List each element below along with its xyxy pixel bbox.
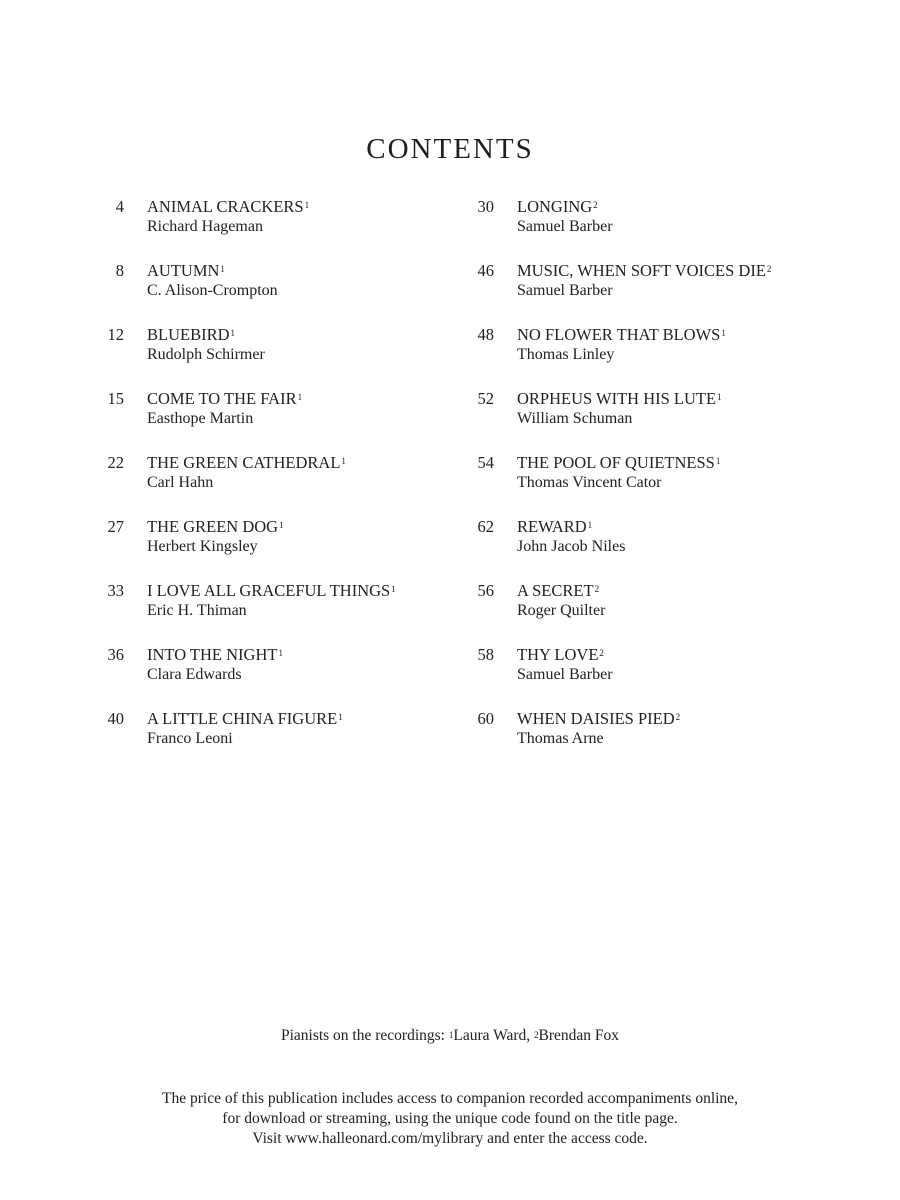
page-number: 12 — [107, 325, 124, 344]
pianist-mark: 1 — [338, 712, 343, 722]
contents-entry — [462, 580, 832, 644]
song-title: A SECRET$^2$ — [517, 581, 600, 600]
composer-name: Carl Hahn — [147, 474, 214, 491]
contents-entry — [92, 708, 442, 772]
pianist-mark: 1 — [279, 520, 284, 530]
contents-entry — [462, 324, 832, 388]
contents-entry — [92, 452, 442, 516]
song-title: BLUEBIRD$^1$ — [147, 325, 235, 344]
notice-line: for download or streaming, using the unique code found on the title page. — [222, 1110, 678, 1127]
page-number: 40 — [107, 709, 124, 728]
contents-entry — [92, 196, 442, 260]
composer-name: Samuel Barber — [517, 282, 613, 299]
song-title: THE POOL OF QUIETNESS$^1$ — [517, 453, 721, 472]
composer-name: Easthope Martin — [147, 410, 254, 427]
composer-name: C. Alison-Crompton — [147, 282, 278, 299]
pianist-mark: 1 — [304, 200, 310, 210]
song-title: ORPHEUS WITH HIS LUTE$^1$ — [517, 389, 722, 408]
pianist-mark: 1 — [341, 456, 346, 466]
composer-name: John Jacob Niles — [517, 538, 626, 555]
page-number: 8 — [115, 261, 124, 280]
composer-name: Herbert Kingsley — [147, 538, 258, 555]
pianists-prefix: Pianists on the recordings: — [280, 1027, 449, 1044]
page-number: 30 — [477, 197, 494, 216]
contents-column-right — [462, 196, 832, 772]
page-number: 48 — [477, 325, 494, 344]
composer-name: Eric H. Thiman — [147, 602, 247, 619]
pianist-mark: 1 — [220, 264, 225, 274]
page-number: 33 — [107, 581, 124, 600]
pianist-mark: 1 — [587, 520, 593, 530]
composer-name: William Schuman — [517, 410, 633, 427]
pianist-mark: 1 — [230, 328, 235, 338]
page-number: 56 — [477, 581, 494, 600]
composer-name: Richard Hageman — [147, 218, 263, 235]
pianist-mark: 1 — [448, 1030, 454, 1040]
page-number: 46 — [477, 261, 494, 280]
composer-name: Roger Quilter — [517, 602, 606, 619]
pianist-mark: 2 — [599, 648, 604, 658]
contents-entry — [92, 644, 442, 708]
access-notice — [0, 1089, 900, 1149]
contents-entry — [92, 580, 442, 644]
page-number: 58 — [477, 645, 494, 664]
composer-name: Rudolph Schirmer — [147, 346, 265, 363]
pianist-mark: 2 — [766, 264, 772, 274]
song-title: AUTUMN$^1$ — [147, 261, 225, 280]
contents-entry — [92, 516, 442, 580]
song-title: THE GREEN DOG$^1$ — [147, 517, 284, 536]
song-title: INTO THE NIGHT$^1$ — [147, 645, 283, 664]
pianist-mark: 1 — [297, 392, 303, 402]
contents-column-left — [92, 196, 442, 772]
composer-name: Thomas Vincent Cator — [517, 474, 662, 491]
composer-name: Franco Leoni — [147, 730, 233, 747]
pianist-mark: 1 — [278, 648, 283, 658]
pianist-mark: 1 — [391, 584, 396, 594]
pianist-name: Laura Ward, — [453, 1027, 535, 1044]
notice-line: Visit www.halleonard.com/mylibrary and enter the access code. — [252, 1130, 648, 1147]
contents-entry — [462, 516, 832, 580]
song-title: COME TO THE FAIR$^1$ — [147, 389, 303, 408]
pianist-name: Brendan Fox — [538, 1027, 620, 1044]
composer-name: Clara Edwards — [147, 666, 242, 683]
contents-entry — [92, 388, 442, 452]
page-number: 54 — [477, 453, 494, 472]
song-title: A LITTLE CHINA FIGURE$^1$ — [147, 709, 343, 728]
page-number: 52 — [477, 389, 494, 408]
page-number: 62 — [477, 517, 494, 536]
contents-entry — [462, 196, 832, 260]
composer-name: Samuel Barber — [517, 218, 613, 235]
page-number: 36 — [107, 645, 124, 664]
contents-entry — [462, 452, 832, 516]
page-title: CONTENTS — [366, 133, 534, 165]
song-title: LONGING$^2$ — [517, 197, 598, 216]
song-title: THE GREEN CATHEDRAL$^1$ — [147, 453, 346, 472]
page-number: 15 — [107, 389, 124, 408]
contents-entry — [462, 260, 832, 324]
song-title: MUSIC, WHEN SOFT VOICES DIE$^2$ — [517, 261, 772, 280]
pianist-mark: 1 — [715, 456, 721, 466]
song-title: I LOVE ALL GRACEFUL THINGS$^1$ — [147, 581, 396, 600]
page-number: 27 — [107, 517, 124, 536]
composer-name: Thomas Arne — [517, 730, 604, 747]
pianists-credit — [0, 1025, 900, 1047]
contents-entry — [462, 388, 832, 452]
pianist-mark: 1 — [717, 392, 722, 402]
pianist-mark: 2 — [593, 200, 598, 210]
notice-line: The price of this publication includes access to companion recorded accompaniments online, — [162, 1090, 738, 1107]
composer-name: Samuel Barber — [517, 666, 613, 683]
contents-entry — [462, 708, 832, 772]
song-title: REWARD$^1$ — [517, 517, 593, 536]
song-title: WHEN DAISIES PIED$^2$ — [517, 709, 681, 728]
pianist-mark: 2 — [594, 584, 600, 594]
page-number: 22 — [107, 453, 124, 472]
song-title: THY LOVE$^2$ — [517, 645, 604, 664]
song-title: ANIMAL CRACKERS$^1$ — [147, 197, 310, 216]
composer-name: Thomas Linley — [517, 346, 615, 363]
pianist-mark: 2 — [534, 1030, 539, 1040]
pianist-mark: 2 — [675, 712, 681, 722]
page-number: 4 — [115, 197, 124, 216]
song-title: NO FLOWER THAT BLOWS$^1$ — [517, 325, 726, 344]
pianist-mark: 1 — [721, 328, 726, 338]
contents-entry — [462, 644, 832, 708]
contents-entry — [92, 324, 442, 388]
contents-entry — [92, 260, 442, 324]
page-number: 60 — [477, 709, 494, 728]
